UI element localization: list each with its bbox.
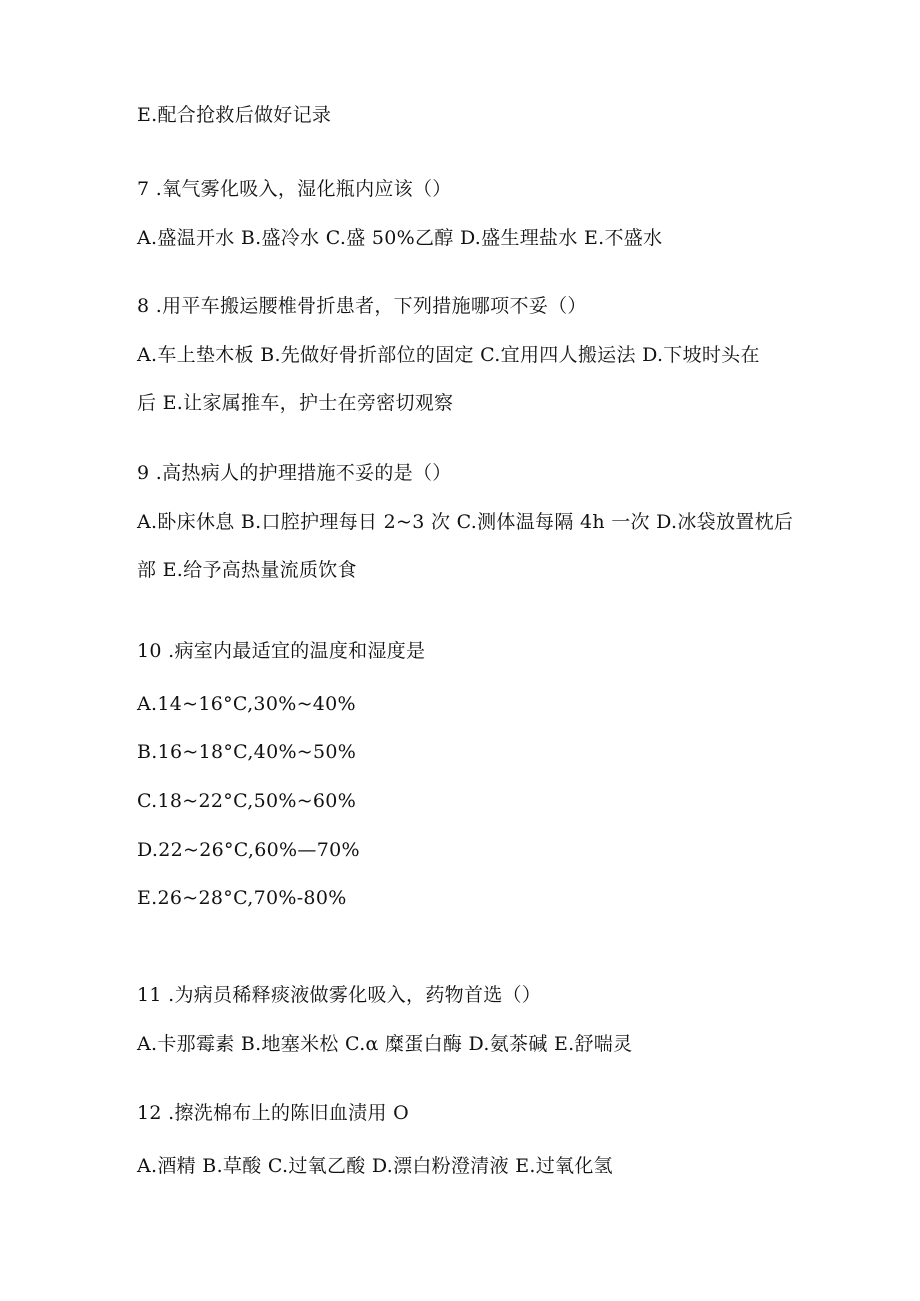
options-11: A.卡那霉素 B.地塞米松 C.α 糜蛋白酶 D.氨茶碱 E.舒喘灵 bbox=[137, 1033, 633, 1055]
option-10e: E.26~28°C,70%-80% bbox=[137, 887, 347, 909]
option-10b: B.16~18°C,40%~50% bbox=[137, 741, 357, 763]
options-12: A.酒精 B.草酸 C.过氧乙酸 D.漂白粉澄清液 E.过氧化氢 bbox=[137, 1155, 613, 1177]
option-10c: C.18~22°C,50%~60% bbox=[137, 790, 357, 812]
question-12: 12 .擦洗棉布上的陈旧血渍用 O bbox=[137, 1102, 409, 1124]
options-9-line-2: 部 E.给予高热量流质饮食 bbox=[137, 559, 357, 581]
option-10d: D.22~26°C,60%—70% bbox=[137, 839, 360, 861]
question-11: 11 .为病员稀释痰液做雾化吸入，药物首选（） bbox=[137, 984, 542, 1006]
question-9: 9 .高热病人的护理措施不妥的是（） bbox=[137, 462, 452, 484]
option-6e: E.配合抢救后做好记录 bbox=[137, 104, 332, 126]
options-9-line-1: A.卧床休息 B.口腔护理每日 2~3 次 C.测体温每隔 4h 一次 D.冰袋放置枕后 bbox=[137, 511, 794, 533]
option-10a: A.14~16°C,30%~40% bbox=[137, 693, 356, 715]
question-8: 8 .用平车搬运腰椎骨折患者，下列措施哪项不妥（） bbox=[137, 295, 587, 317]
question-10: 10 .病室内最适宜的温度和湿度是 bbox=[137, 640, 426, 662]
options-7: A.盛温开水 B.盛冷水 C.盛 50%乙醇 D.盛生理盐水 E.不盛水 bbox=[137, 227, 663, 249]
options-8-line-1: A.车上垫木板 B.先做好骨折部位的固定 C.宜用四人搬运法 D.下坡时头在 bbox=[137, 344, 760, 366]
options-8-line-2: 后 E.让家属推车，护士在旁密切观察 bbox=[137, 392, 454, 414]
question-7: 7 .氧气雾化吸入，湿化瓶内应该（） bbox=[137, 178, 452, 200]
